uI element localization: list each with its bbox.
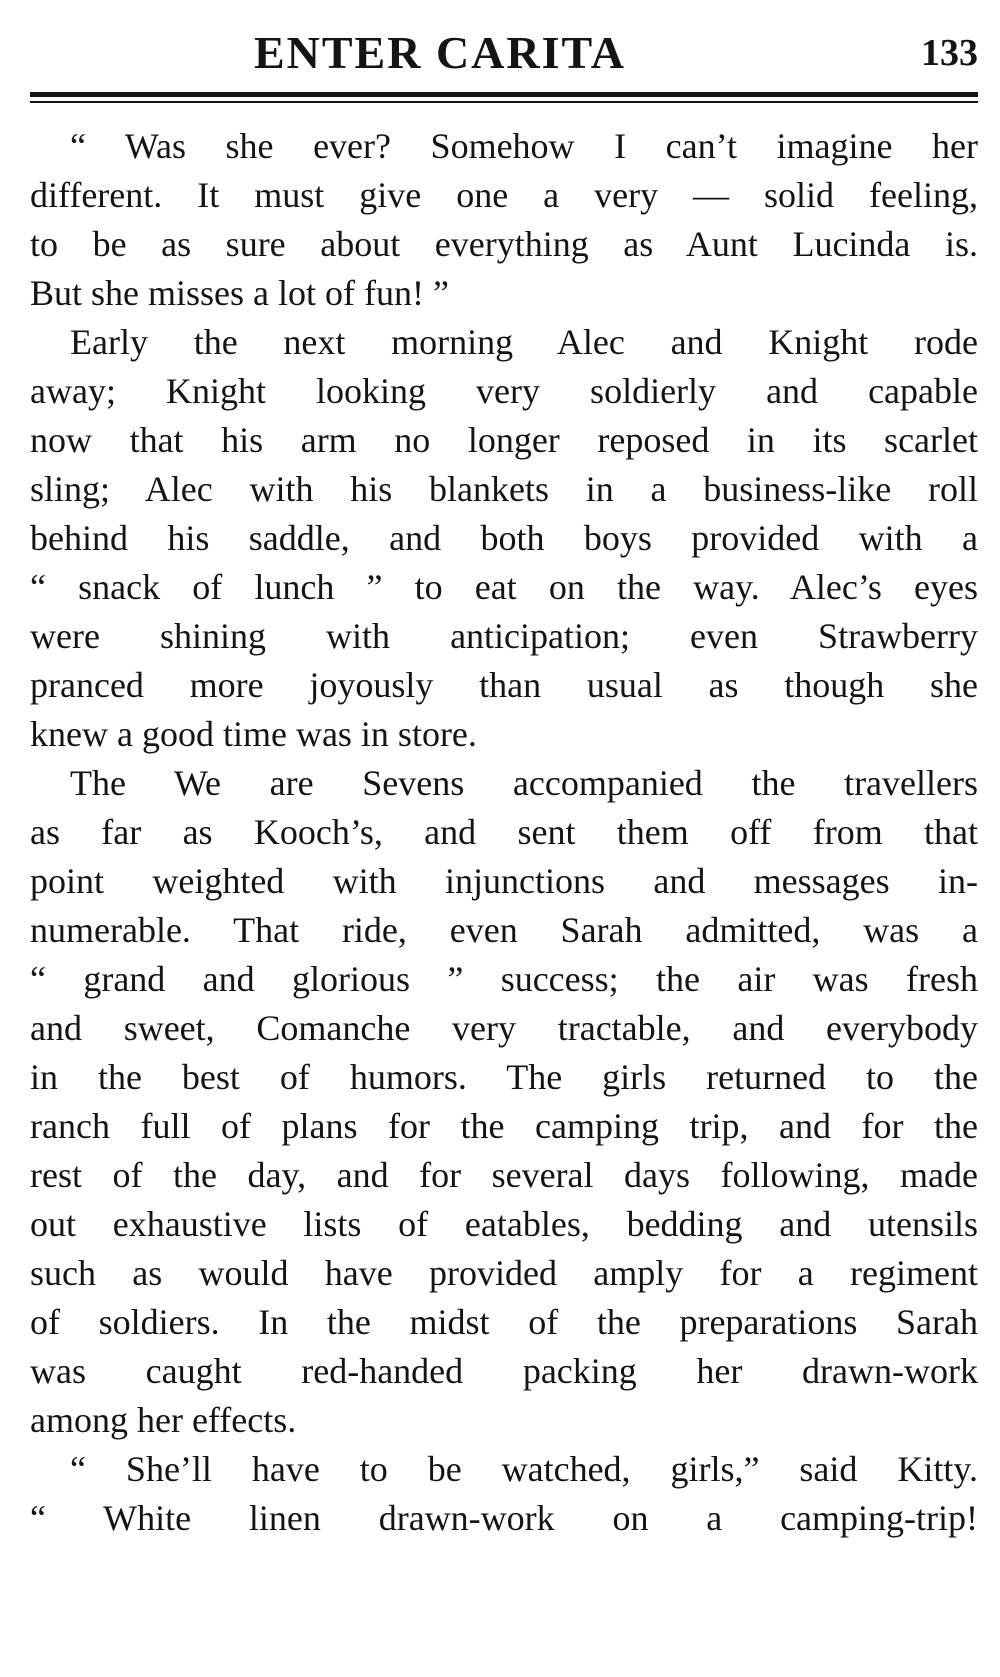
text-line: of soldiers. In the midst of the preparations Sarah: [30, 1302, 978, 1342]
text-line: out exhaustive lists of eatables, bedding and utensils: [30, 1204, 978, 1244]
text-line: behind his saddle, and both boys provided with a: [30, 518, 978, 558]
text-line: now that his arm no longer reposed in its scarlet: [30, 420, 978, 460]
page-number: 133: [921, 32, 978, 74]
page-header: [30, 22, 978, 84]
text-line: “ Was she ever? Somehow I can’t imagine her: [70, 126, 978, 166]
text-line: pranced more joyously than usual as though she: [30, 665, 978, 705]
text-line: among her effects.: [30, 1400, 297, 1440]
body-text: [30, 122, 978, 1543]
text-line: “ White linen drawn-work on a camping-trip!: [30, 1498, 978, 1538]
text-line: were shining with anticipation; even Strawberry: [30, 616, 978, 656]
text-line: Early the next morning Alec and Knight rode: [70, 322, 978, 362]
text-line: “ snack of lunch ” to eat on the way. Alec’s eyes: [30, 567, 978, 607]
text-line: “ grand and glorious ” success; the air was fresh: [30, 959, 978, 999]
text-line: knew a good time was in store.: [30, 714, 477, 754]
text-line: in the best of humors. The girls returned to the: [30, 1057, 978, 1097]
text-line: The We are Sevens accompanied the travellers: [70, 763, 978, 803]
text-line: such as would have provided amply for a regiment: [30, 1253, 978, 1293]
text-line: different. It must give one a very — solid feeling,: [30, 175, 978, 215]
text-line: “ She’ll have to be watched, girls,” said Kitty.: [70, 1449, 978, 1489]
paragraph: [30, 759, 978, 1445]
text-line: away; Knight looking very soldierly and capable: [30, 371, 978, 411]
paragraph: [30, 318, 978, 759]
header-rule-thick: [30, 92, 978, 97]
text-line: and sweet, Comanche very tractable, and everybody: [30, 1008, 978, 1048]
paragraph: [30, 1445, 978, 1543]
running-title: ENTER CARITA: [253, 27, 627, 78]
text-line: as far as Kooch’s, and sent them off from that: [30, 812, 978, 852]
header-rule-thin: [30, 101, 978, 103]
text-line: ranch full of plans for the camping trip, and for the: [30, 1106, 978, 1146]
text-line: rest of the day, and for several days following, made: [30, 1155, 978, 1195]
text-line: numerable. That ride, even Sarah admitted, was a: [30, 910, 978, 950]
text-line: But she misses a lot of fun! ”: [30, 273, 449, 313]
text-line: point weighted with injunctions and messages in-: [30, 861, 978, 901]
text-line: was caught red-handed packing her drawn-work: [30, 1351, 978, 1391]
text-line: to be as sure about everything as Aunt Lucinda is.: [30, 224, 978, 264]
text-line: sling; Alec with his blankets in a business-like roll: [30, 469, 978, 509]
paragraph: [30, 122, 978, 318]
